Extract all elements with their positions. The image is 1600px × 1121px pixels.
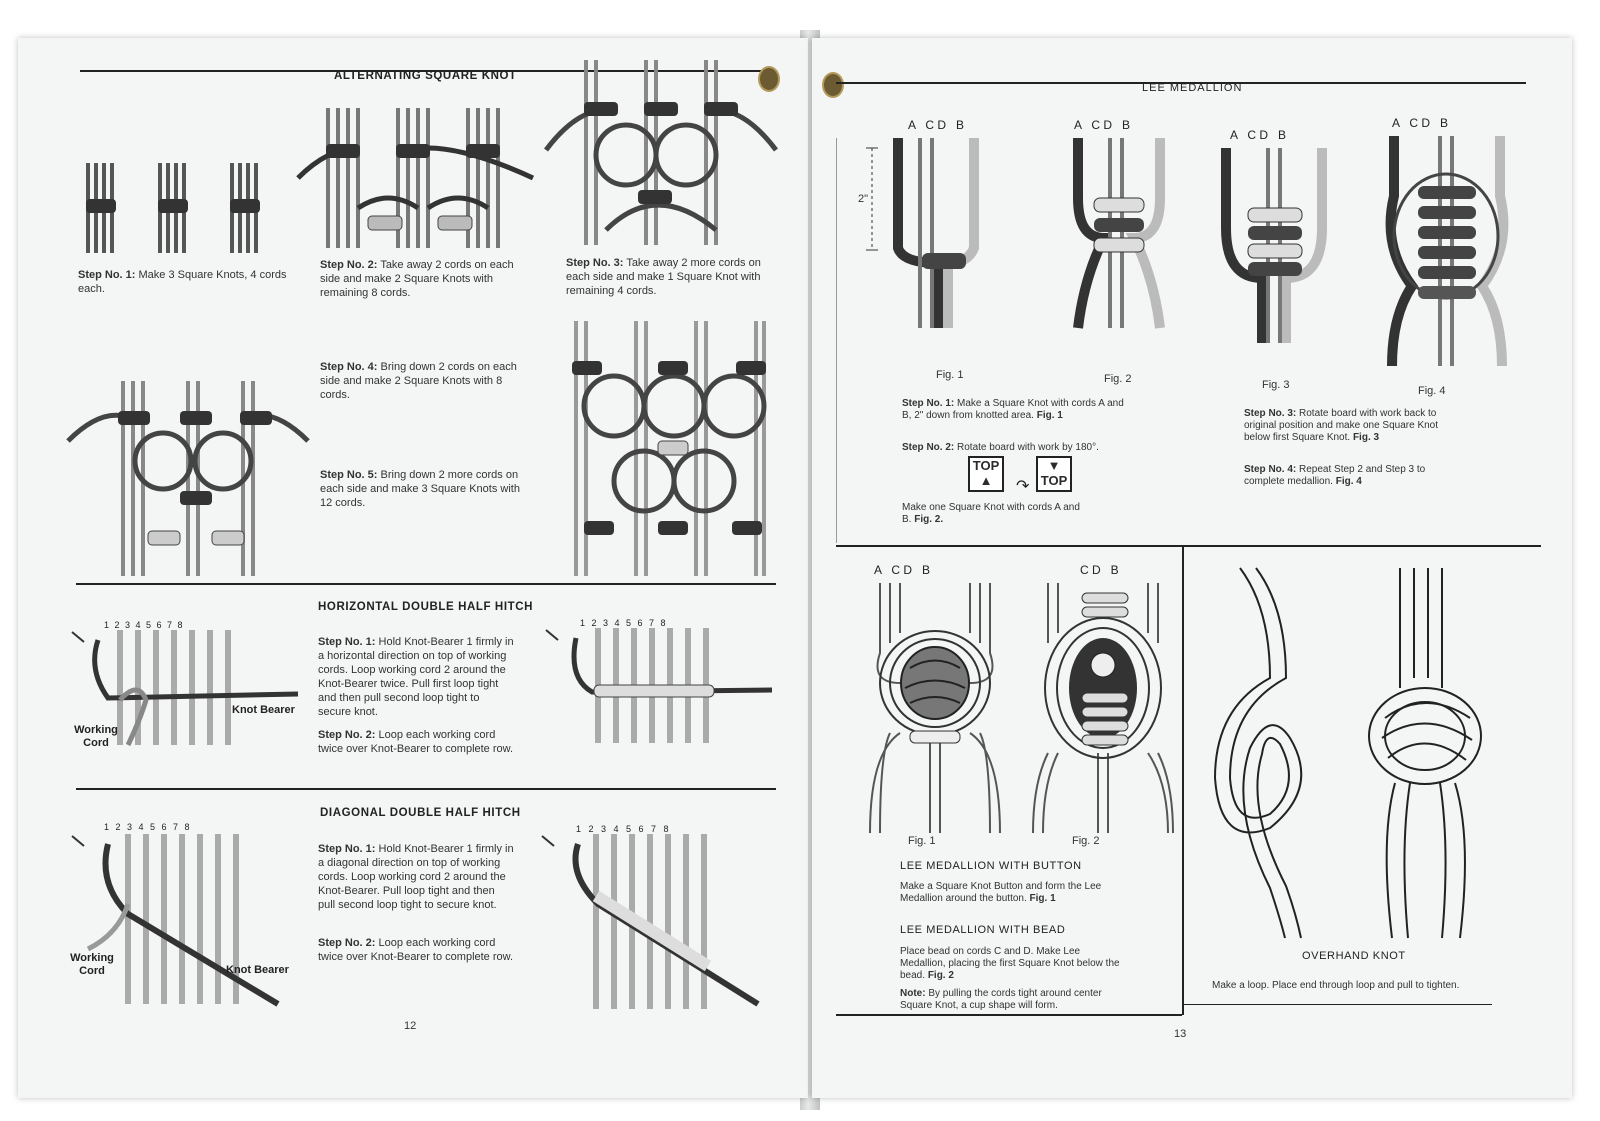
alt-step1: Step No. 1: Make 3 Square Knots, 4 cords each. xyxy=(78,269,287,295)
overhand-knot-figure xyxy=(1210,568,1510,938)
lee-fig2 xyxy=(1064,138,1174,328)
right-page xyxy=(812,38,1572,1098)
note-text: Note: By pulling the cords tight around center Square Knot, a cup shape will form. xyxy=(900,988,1102,1011)
horizontal-numbers-2: 1 2 3 4 5 6 7 8 xyxy=(580,618,666,628)
overhand-title: OVERHAND KNOT xyxy=(1302,950,1406,962)
horizontal-figure-2 xyxy=(542,628,772,743)
fig2-letters: A C D B xyxy=(1074,118,1131,132)
lee-fig3 xyxy=(1212,148,1337,343)
horizontal-step1: Step No. 1: Hold Knot-Bearer 1 firmly in a horizontal direction on top of working cords. Loop working cord 2 around the Knot-Bearer twice. Pull first loop tight and then pull second loop tight to secure knot. xyxy=(318,636,514,718)
diagonal-step2: Step No. 2: Loop each working cord twice over Knot-Bearer to complete row. xyxy=(318,937,514,963)
page-number-left: 12 xyxy=(404,1020,417,1032)
bead-fig-caption: Fig. 2 xyxy=(1072,835,1100,847)
bottom-rule-right xyxy=(1182,1004,1492,1005)
lee-make-one: Make one Square Knot with cords A and B. Fig. 2. xyxy=(902,502,1080,525)
alt-step5: Step No. 5: Bring down 2 more cords on each side and make 3 Square Knots with 12 cords. xyxy=(320,469,520,509)
alt-step3: Step No. 3: Take away 2 more cords on each side and make 1 Square Knot with remaining 4 cords. xyxy=(566,257,761,297)
button-fig-caption: Fig. 1 xyxy=(908,835,936,847)
fig1-letters: A C D B xyxy=(908,118,965,132)
horizontal-working-cord-label: Working Cord xyxy=(74,724,118,749)
button-fig-letters: A C D B xyxy=(874,563,931,577)
alt-step4: Step No. 4: Bring down 2 cords on each side and make 2 Square Knots with 8 cords. xyxy=(320,361,517,401)
horizontal-knot-bearer-label: Knot Bearer xyxy=(232,704,295,716)
top-box-up: TOP ▲ xyxy=(968,456,1004,492)
diagonal-title: DIAGONAL DOUBLE HALF HITCH xyxy=(320,807,521,819)
diagonal-knot-bearer-label: Knot Bearer xyxy=(226,964,289,976)
bottom-rule xyxy=(836,1014,1182,1016)
lee-step4: Step No. 4: Repeat Step 2 and Step 3 to complete medallion. Fig. 4 xyxy=(1244,464,1426,487)
diagonal-figure-2 xyxy=(538,834,768,1009)
button-title: LEE MEDALLION WITH BUTTON xyxy=(900,860,1082,872)
horizontal-rule xyxy=(76,583,776,585)
left-page xyxy=(18,38,808,1098)
fig3-letters: A C D B xyxy=(1230,128,1287,142)
bead-fig-letters: C D B xyxy=(1080,563,1119,577)
fig2-caption: Fig. 2 xyxy=(1104,373,1132,385)
middle-divider xyxy=(1182,545,1184,1015)
top-box-down: ▼ TOP xyxy=(1036,456,1072,492)
step2-figure xyxy=(298,108,533,248)
lee-medallion-title: LEE MEDALLION xyxy=(1142,82,1243,94)
diagonal-figure-1 xyxy=(68,834,298,1004)
fig4-caption: Fig. 4 xyxy=(1418,385,1446,397)
middle-rule xyxy=(836,545,1541,547)
lee-fig1 xyxy=(848,138,988,328)
lee-step2: Step No. 2: Rotate board with work by 180°. xyxy=(902,442,1099,453)
diagonal-rule xyxy=(76,788,776,790)
diagonal-step1: Step No. 1: Hold Knot-Bearer 1 firmly in a diagonal direction on top of working cords. Loop working cord 2 around the Knot-Bearer. Pull loop tight and then pull second loop tight to secure knot. xyxy=(318,843,514,911)
horizontal-numbers-1: 1 2 3 4 5 6 7 8 xyxy=(104,620,183,630)
dimension-label: 2" xyxy=(858,193,869,205)
diagonal-numbers-1: 1 2 3 4 5 6 7 8 xyxy=(104,822,190,832)
page-number-right: 13 xyxy=(1174,1028,1187,1040)
button-text: Make a Square Knot Button and form the Lee Medallion around the button. Fig. 1 xyxy=(900,881,1102,904)
button-medallion-figure xyxy=(860,583,1010,833)
fig1-caption: Fig. 1 xyxy=(936,369,964,381)
fig3-caption: Fig. 3 xyxy=(1262,379,1290,391)
horizontal-title: HORIZONTAL DOUBLE HALF HITCH xyxy=(318,601,534,613)
alt-step2: Step No. 2: Take away 2 cords on each side and make 2 Square Knots with remaining 8 cords. xyxy=(320,259,514,299)
binder-hole xyxy=(822,72,844,98)
bead-title: LEE MEDALLION WITH BEAD xyxy=(900,924,1066,936)
lee-fig4 xyxy=(1382,136,1512,366)
bead-text: Place bead on cords C and D. Make Lee Medallion, placing the first Square Knot below the bead. Fig. 2 xyxy=(900,946,1120,981)
bead-medallion-figure xyxy=(1028,583,1178,833)
overhand-text: Make a loop. Place end through loop and pull to tighten. xyxy=(1212,980,1460,991)
lee-step1: Step No. 1: Make a Square Knot with cords A and B, 2" down from knotted area. Fig. 1 xyxy=(902,398,1124,421)
fig4-letters: A C D B xyxy=(1392,116,1449,130)
diagonal-working-cord-label: Working Cord xyxy=(70,952,114,977)
frame-left xyxy=(836,138,837,543)
alternating-square-knot-title: ALTERNATING SQUARE KNOT xyxy=(334,70,517,82)
step1-figure xyxy=(78,163,298,253)
step3-figure xyxy=(546,60,776,245)
horizontal-step2: Step No. 2: Loop each working cord twice over Knot-Bearer to complete row. xyxy=(318,729,514,755)
lee-step3: Step No. 3: Rotate board with work back to original position and make one Square Knot below first Square Knot. Fig. 3 xyxy=(1244,408,1439,443)
diagonal-numbers-2: 1 2 3 4 5 6 7 8 xyxy=(576,824,669,834)
step4-figure xyxy=(68,381,308,576)
rotate-arrow-icon: ↷ xyxy=(1016,478,1030,495)
step5-figure xyxy=(564,321,774,576)
